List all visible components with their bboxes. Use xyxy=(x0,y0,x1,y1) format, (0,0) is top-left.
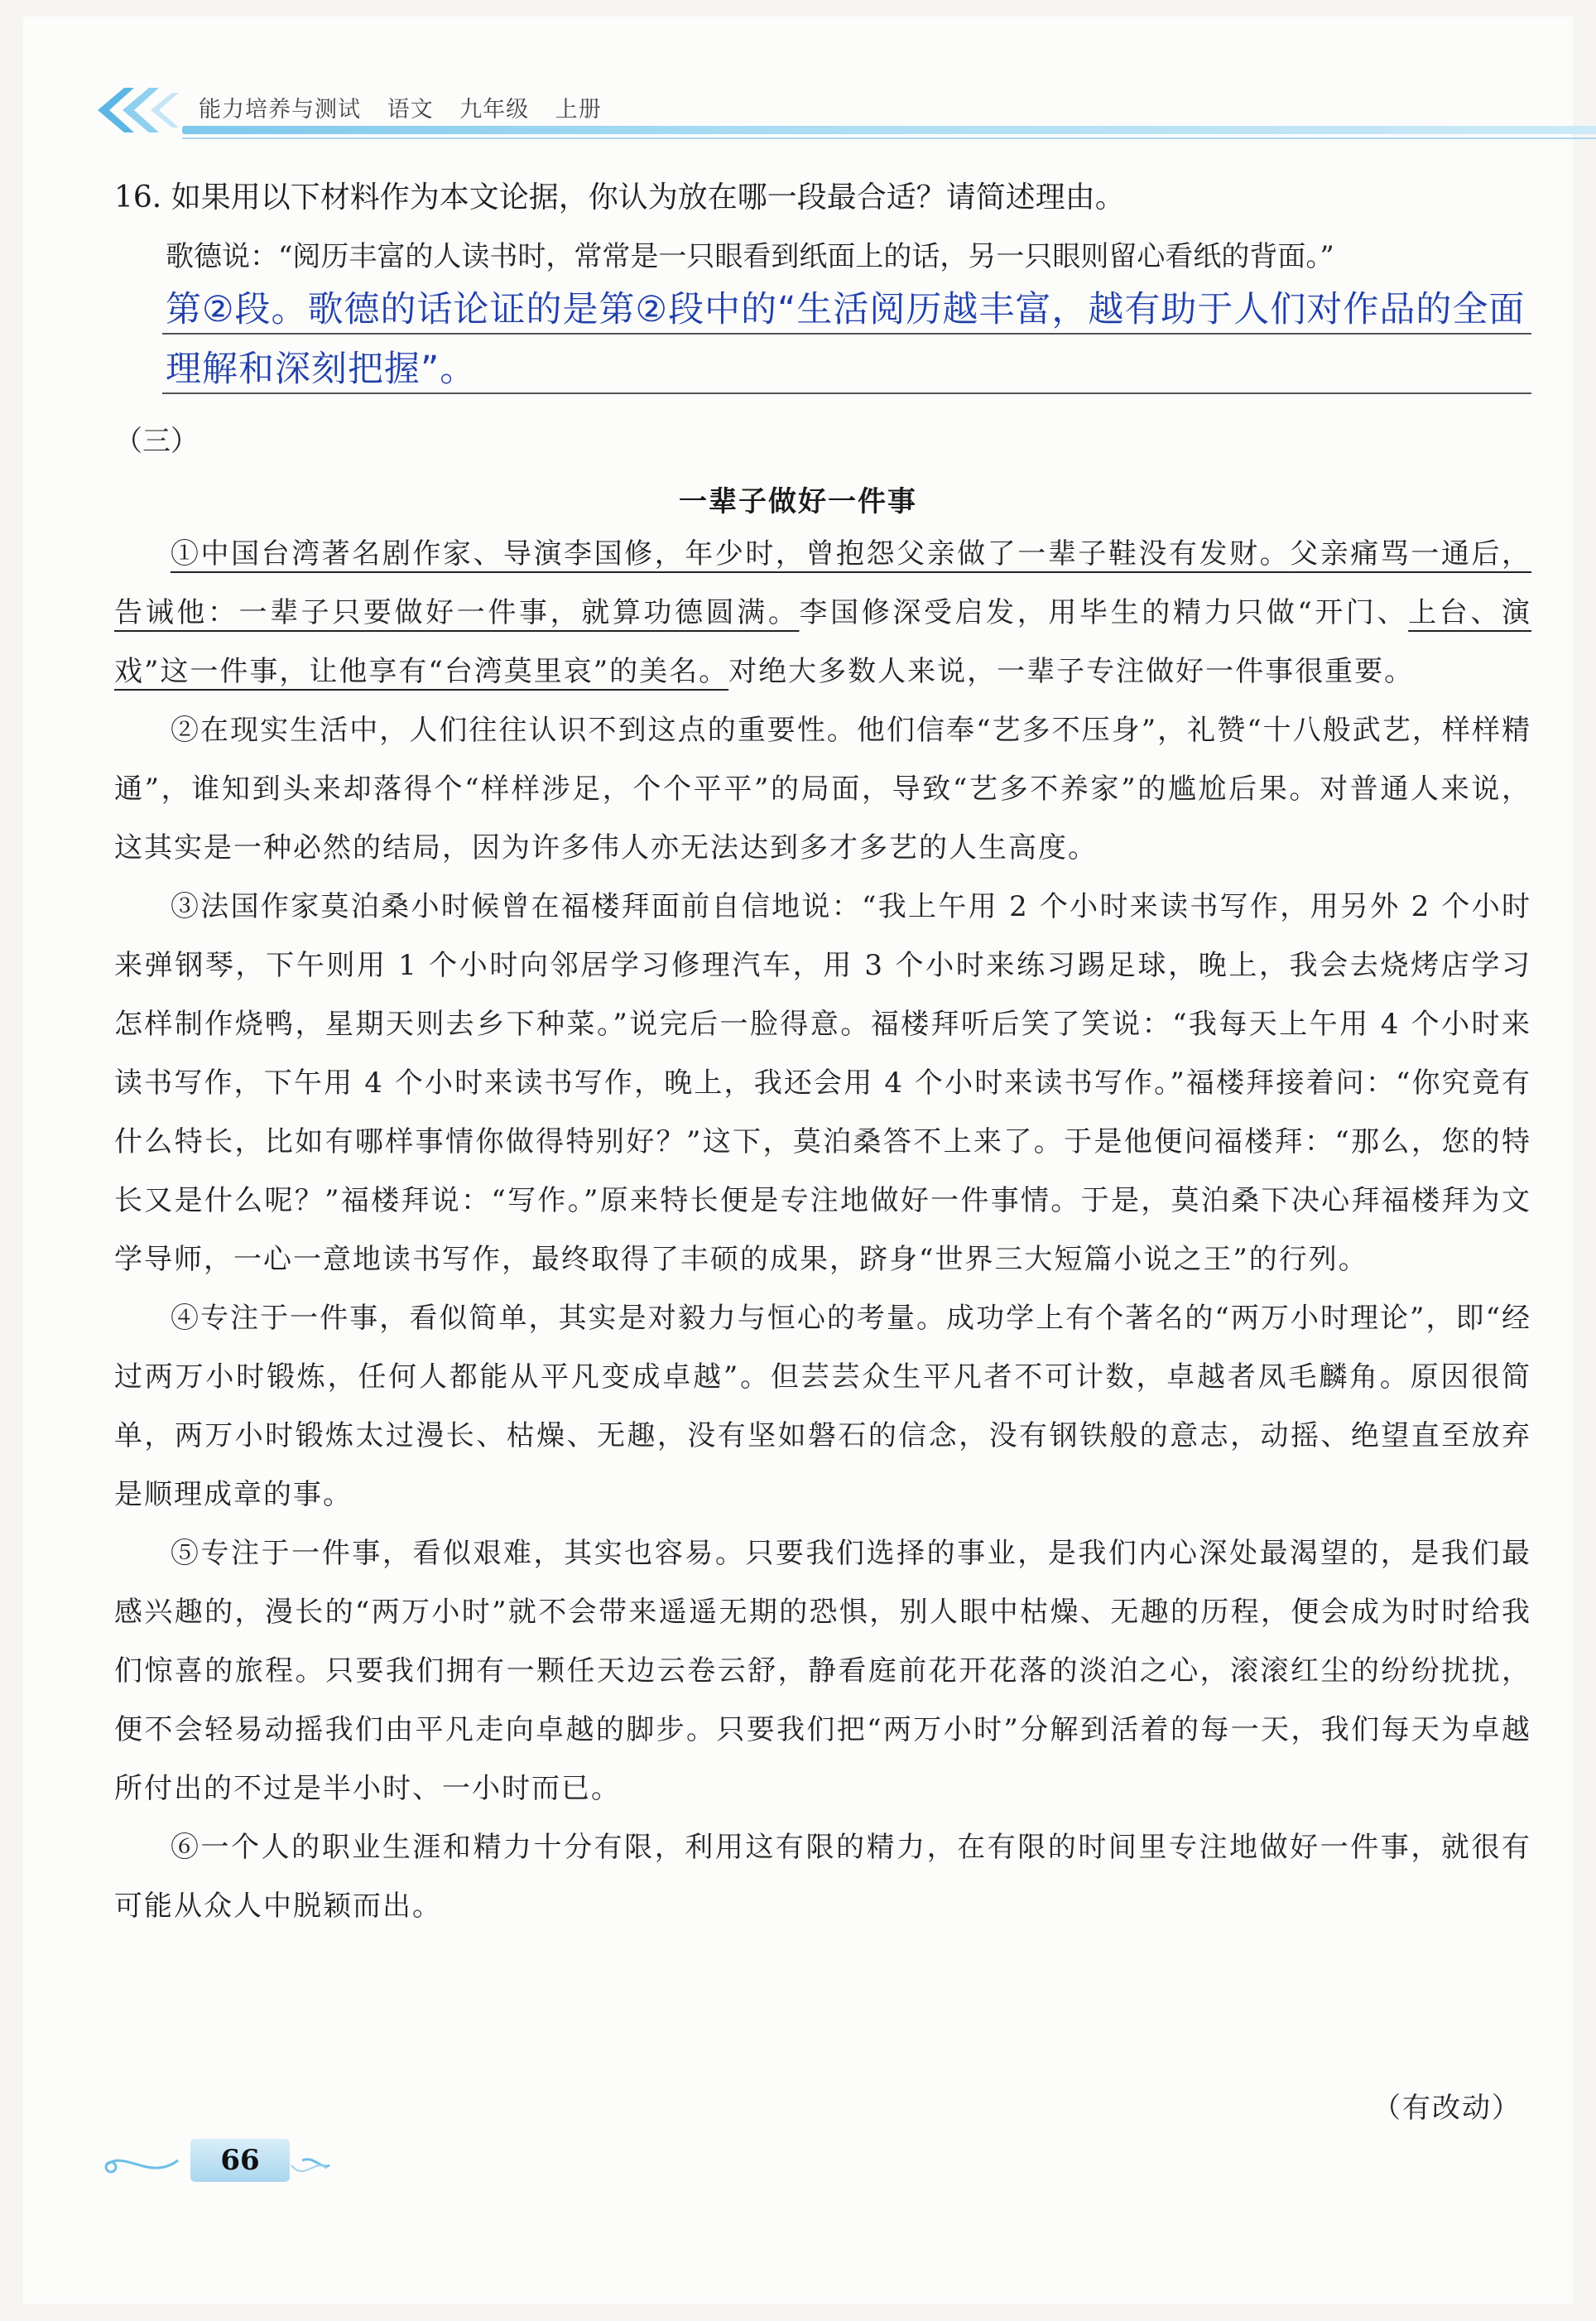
page-footer xyxy=(99,2132,331,2198)
question-16-prompt: 16. 如果用以下材料作为本文论据，你认为放在哪一段最合适？请简述理由。 xyxy=(114,181,1125,214)
underlined-text: ①中国台湾著名剧作家、导演李国修，年少时，曾抱怨父亲做了一辈子鞋没有发财。 xyxy=(171,537,1291,571)
paragraph-3: ③法国作家莫泊桑小时候曾在福楼拜面前自信地说：“我上午用 2 个小时来读书写作，用另外 2 个小时来弹钢琴，下午则用 1 个小时向邻居学习修理汽车，用 3 个小时来练习踢足球，晚上，我会去烧烤店学习怎样制作烧鸭，星期天则去乡下种菜。”说完后一脸得意。福楼拜听后笑了笑说：“我每天上午用 4 个小时来读书写作，下午用 4 个小时来读书写作，晚上，我还会用 4 个小时来读书写作。”福楼拜接着问：“你究竟有什么特长，比如有哪样事情你做得特别好？”这下，莫泊桑答不上来了。于是他便问福楼拜：“那么，您的特长又是什么呢？”福楼拜说：“写作。”原来特长便是专注地做好一件事情。于是，莫泊桑下决心拜福楼拜为文学导师，一心一意地读书写作，最终取得了丰硕的成果，跻身“世界三大短篇小说之王”的行列。 xyxy=(114,890,1531,1276)
header-title xyxy=(199,91,620,123)
subject-label: 语文 xyxy=(387,97,434,123)
header-rule-thin xyxy=(182,137,1596,139)
article-title: 一辈子做好一件事 xyxy=(679,485,917,518)
volume-label: 上册 xyxy=(555,97,602,123)
page-number: 66 xyxy=(190,2139,290,2182)
page-header xyxy=(91,79,1548,137)
underlined-text: 上台、演戏”这一件事，让他享有“台湾莫里哀”的美名。 xyxy=(114,596,1531,688)
handwritten-answer: 第②段。歌德的话论证的是第②段中的“生活阅历越丰富，越有助于人们对作品的全面理解和深刻把握”。 xyxy=(166,289,1526,390)
question-16-material: 歌德说：“阅历丰富的人读书时，常常是一只眼看到纸面上的话，另一只眼则留心看纸的背面。” xyxy=(166,240,1334,273)
paragraph-4: ④专注于一件事，看似简单，其实是对毅力与恒心的考量。成功学上有个著名的“两万小时理论”，即“经过两万小时锻炼，任何人都能从平凡变成卓越”。但芸芸众生平凡者不可计数，卓越者凤毛麟角。原因很简单，两万小时锻炼太过漫长、枯燥、无趣，没有坚如磐石的信念，没有钢铁般的意志，动摇、绝望直至放弃是顺理成章的事。 xyxy=(114,1302,1531,1511)
paragraph-6: ⑥一个人的职业生涯和精力十分有限，利用这有限的精力，在有限的时间里专注地做好一件事，就很有可能从众人中脱颖而出。 xyxy=(114,1831,1531,1923)
paragraph-text: 李国修深受启发，用毕生的精力只做“开门、 xyxy=(799,596,1409,629)
article-body xyxy=(114,525,1531,1936)
paragraph-2: ②在现实生活中，人们往往认识不到这点的重要性。他们信奉“艺多不压身”，礼赞“十八般武艺，样样精通”，谁知到头来却落得个“样样涉足，个个平平”的局面，导致“艺多不养家”的尴尬后果。对普通人来说，这其实是一种必然的结局，因为许多伟人亦无法达到多才多艺的人生高度。 xyxy=(114,714,1531,864)
section-label: （三） xyxy=(114,425,199,458)
paragraph-text: 对绝大多数人来说，一辈子专注做好一件事很重要。 xyxy=(728,655,1415,688)
header-rule xyxy=(182,126,1596,134)
book-title: 能力培养与测试 xyxy=(199,97,361,123)
grade-label: 九年级 xyxy=(459,97,530,123)
chevron-logo-icon xyxy=(91,81,182,139)
paragraph-1 xyxy=(114,525,1531,701)
paragraph-5: ⑤专注于一件事，看似艰难，其实也容易。只要我们选择的事业，是我们内心深处最渴望的，是我们最感兴趣的，漫长的“两万小时”就不会带来遥遥无期的恐惧，别人眼中枯燥、无趣的历程，便会成为时时给我们惊喜的旅程。只要我们拥有一颗任天边云卷云舒，静看庭前花开花落的淡泊之心，滚滚红尘的纷纷扰扰，便不会轻易动摇我们由平凡走向卓越的脚步。只要我们把“两万小时”分解到活着的每一天，我们每天为卓越所付出的不过是半小时、一小时而已。 xyxy=(114,1537,1531,1805)
answer-line xyxy=(162,392,1531,394)
revision-note: （有改动） xyxy=(1372,2092,1521,2125)
underlined-text: 父亲痛骂一通后，告诫他：一辈子只要做好一件事，就算功德圆满。 xyxy=(114,537,1532,629)
answer-line xyxy=(162,333,1531,335)
